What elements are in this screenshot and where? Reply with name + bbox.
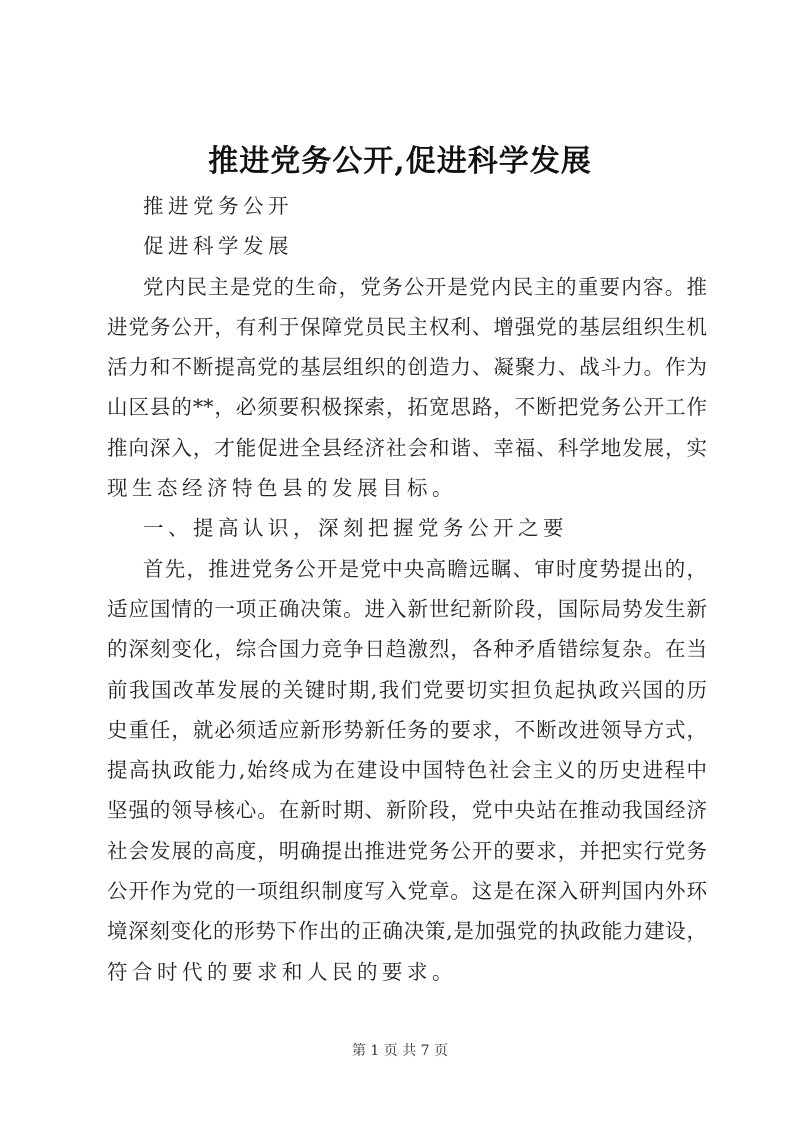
text-line: 推向深入，才能促进全县经济社会和谐、幸福、科学地发展，实 [107, 435, 707, 460]
text-line: 现生态经济特色县的发展目标。 [107, 476, 457, 501]
paragraph [107, 508, 707, 548]
paragraph [107, 267, 707, 509]
text-line: 提高执政能力,始终成为在建设中国特色社会主义的历史进程中 [107, 758, 707, 783]
text-line: 符合时代的要求和人民的要求。 [107, 959, 457, 984]
document-body [107, 186, 707, 992]
paragraphs [107, 267, 707, 992]
text-line: 适应国情的一项正确决策。进入新世纪新阶段，国际局势发生新 [107, 596, 707, 621]
subtitle: 促进科学发展 [143, 234, 293, 259]
text-line: 首先，推进党务公开是党中央高瞻远瞩、审时度势提出的， [143, 556, 707, 581]
text-line: 境深刻变化的形势下作出的正确决策,是加强党的执政能力建设， [107, 919, 707, 944]
page-footer: 第 1 页 共 7 页 [351, 1043, 449, 1059]
text-line: 党内民主是党的生命，党务公开是党内民主的重要内容。推 [143, 274, 707, 299]
text-line: 史重任，就必须适应新形势新任务的要求，不断改进领导方式， [107, 717, 707, 742]
paragraph [107, 549, 707, 992]
document-title: 推进党务公开,促进科学发展 [208, 144, 592, 179]
text-line: 活力和不断提高党的基层组织的创造力、凝聚力、战斗力。作为 [107, 355, 707, 380]
text-line: 的深刻变化，综合国力竞争日趋激烈，各种矛盾错综复杂。在当 [107, 637, 707, 662]
text-line: 坚强的领导核心。在新时期、新阶段，党中央站在推动我国经济 [107, 798, 707, 823]
text-line: 进党务公开，有利于保障党员民主权利、增强党的基层组织生机 [107, 314, 707, 339]
text-line: 一、提高认识，深刻把握党务公开之要 [143, 516, 568, 541]
subtitle: 推进党务公开 [143, 194, 293, 218]
text-line: 山区县的**，必须要积极探索，拓宽思路，不断把党务公开工作 [107, 395, 707, 420]
text-line: 社会发展的高度，明确提出推进党务公开的要求，并把实行党务 [107, 838, 707, 863]
text-line: 前我国改革发展的关键时期,我们党要切实担负起执政兴国的历 [107, 677, 707, 702]
text-line: 公开作为党的一项组织制度写入党章。这是在深入研判国内外环 [107, 879, 707, 904]
